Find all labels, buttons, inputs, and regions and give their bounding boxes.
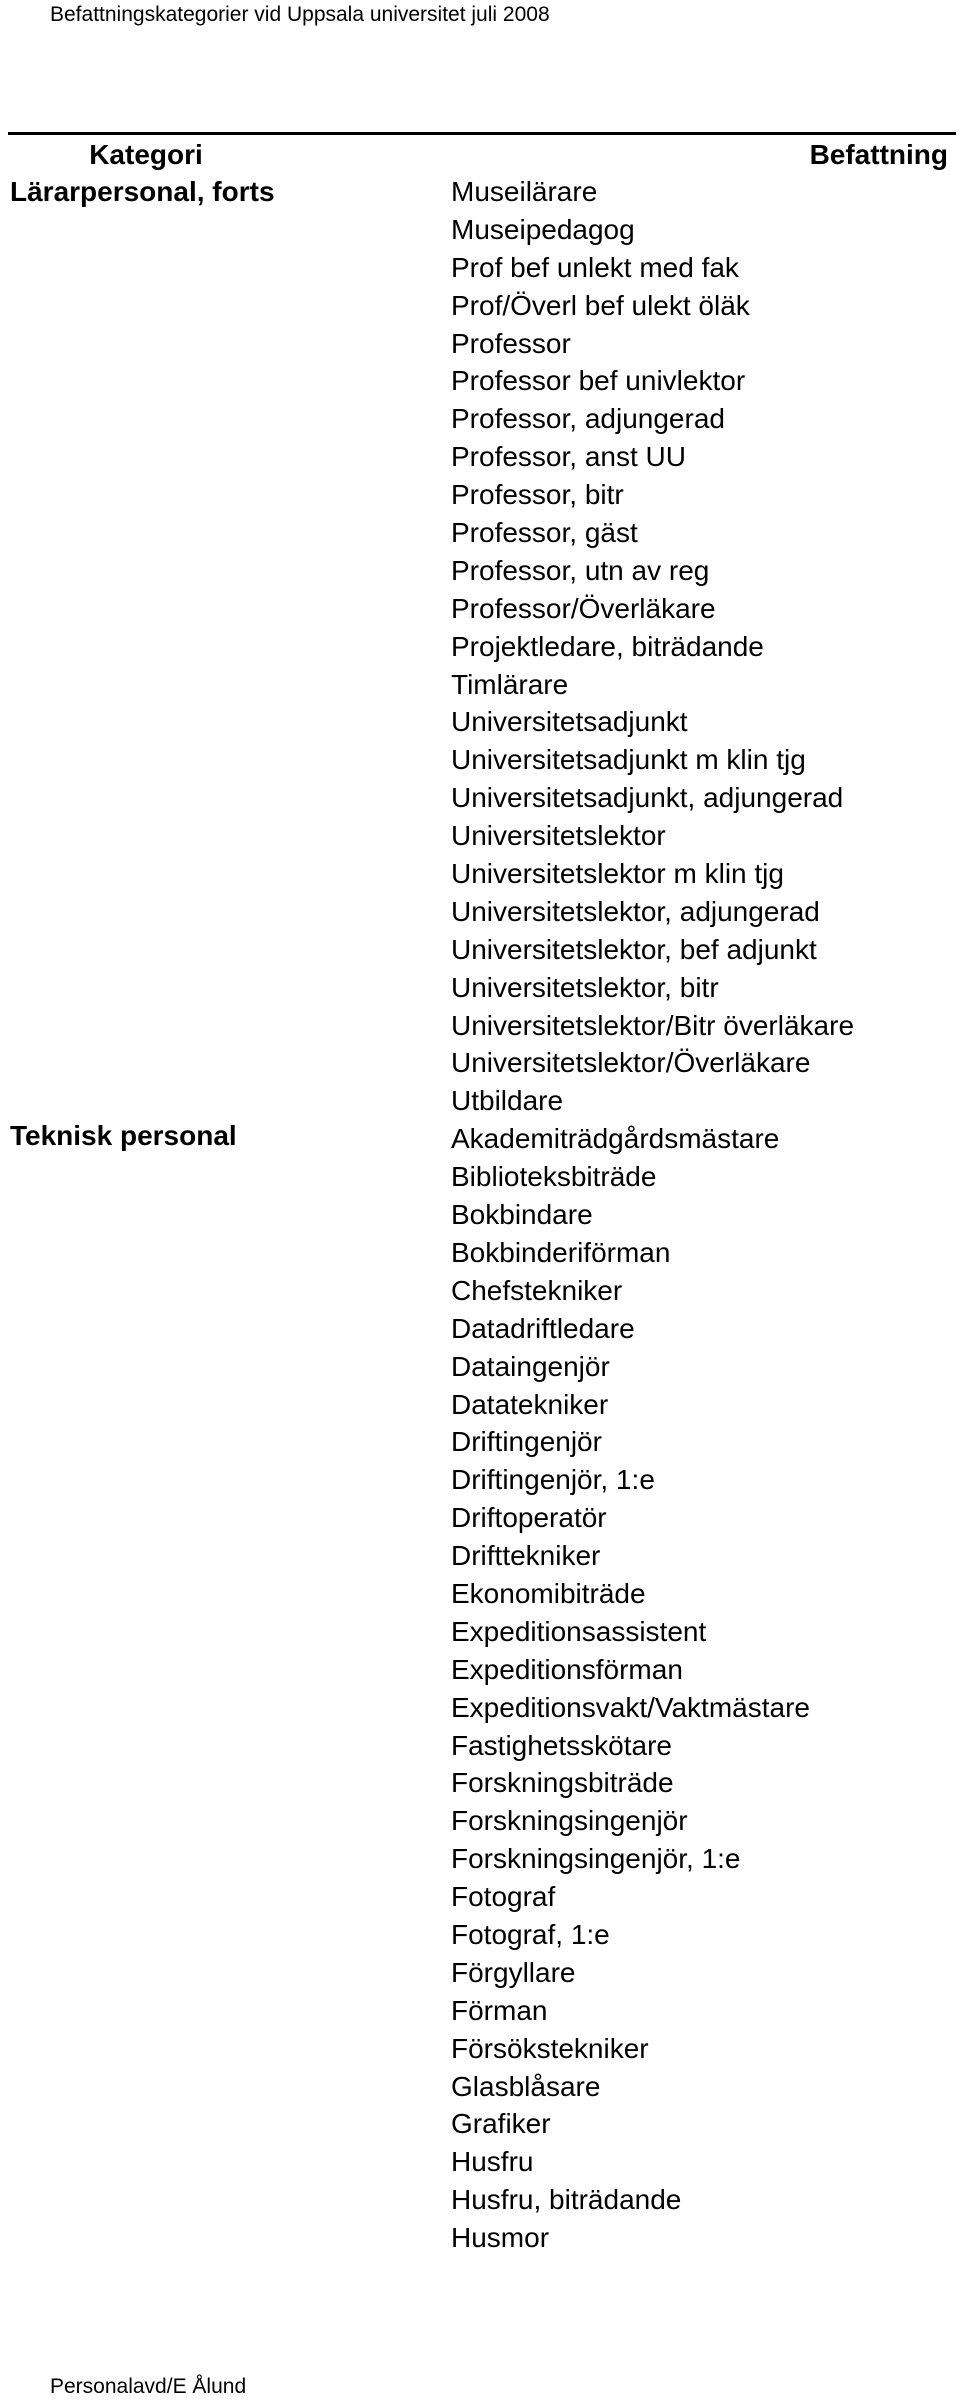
- befattning-item: Husfru, biträdande: [451, 2184, 682, 2216]
- befattning-item: Glasblåsare: [451, 2070, 601, 2102]
- befattning-item: Förman: [451, 1994, 548, 2026]
- befattning-item: Professor, bitr: [451, 479, 624, 511]
- befattning-item: Ekonomibiträde: [451, 1577, 646, 1609]
- befattning-item: Projektledare, biträdande: [451, 630, 764, 662]
- table-top-rule: [8, 132, 956, 135]
- befattning-item: Forskningsingenjör, 1:e: [451, 1843, 741, 1875]
- befattning-item: Husmor: [451, 2222, 550, 2254]
- befattning-item: Universitetslektor m klin tjg: [451, 858, 784, 890]
- befattning-item: Driftingenjör, 1:e: [451, 1464, 655, 1496]
- befattning-item: Universitetslektor/Överläkare: [451, 1047, 811, 1079]
- befattning-item: Dataingenjör: [451, 1350, 610, 1382]
- befattning-item: Driftoperatör: [451, 1502, 607, 1534]
- befattning-item: Universitetsadjunkt: [451, 706, 688, 738]
- befattning-item: Prof bef unlekt med fak: [451, 251, 739, 283]
- befattning-item: Professor: [451, 327, 571, 359]
- befattning-item: Fotograf: [451, 1881, 556, 1913]
- befattning-item: Chefstekniker: [451, 1274, 623, 1306]
- befattning-item: Datadriftledare: [451, 1312, 635, 1344]
- befattning-item: Husfru: [451, 2146, 534, 2178]
- befattning-item: Utbildare: [451, 1085, 564, 1117]
- befattning-item: Universitetslektor: [451, 820, 666, 852]
- befattning-item: Grafiker: [451, 2108, 551, 2140]
- befattning-item: Forskningsingenjör: [451, 1805, 688, 1837]
- befattning-item: Forskningsbiträde: [451, 1767, 674, 1799]
- befattning-item: Professor bef univlektor: [451, 365, 746, 397]
- category-larare: Lärarpersonal, forts: [10, 176, 275, 207]
- befattning-item: Förgyllare: [451, 1956, 576, 1988]
- befattning-item: Bokbinderiförman: [451, 1236, 671, 1268]
- befattning-item: Universitetslektor, adjungerad: [451, 895, 820, 927]
- befattning-item: Professor, utn av reg: [451, 554, 710, 586]
- befattning-item: Museipedagog: [451, 213, 635, 245]
- befattning-item: Biblioteksbiträde: [451, 1161, 657, 1193]
- befattning-item: Försökstekniker: [451, 2032, 649, 2064]
- befattning-item: Akademiträdgårdsmästare: [451, 1123, 780, 1155]
- befattning-item: Universitetslektor, bef adjunkt: [451, 933, 817, 965]
- page-header-title: Befattningskategorier vid Uppsala universitet juli 2008: [50, 3, 550, 26]
- befattning-item: Expeditionsförman: [451, 1653, 683, 1685]
- befattning-item: Universitetslektor, bitr: [451, 971, 719, 1003]
- befattning-item: Expeditionsvakt/Vaktmästare: [451, 1691, 810, 1723]
- category-teknisk: Teknisk personal: [10, 1120, 237, 1151]
- befattning-item: Fastighetsskötare: [451, 1729, 672, 1761]
- befattning-list: [451, 173, 854, 2257]
- befattning-item: Universitetsadjunkt m klin tjg: [451, 744, 806, 776]
- befattning-item: Fotograf, 1:e: [451, 1918, 610, 1950]
- befattning-item: Professor, gäst: [451, 517, 638, 549]
- befattning-item: Museilärare: [451, 176, 598, 207]
- befattning-item: Datatekniker: [451, 1388, 609, 1420]
- column-header-befattning: Befattning: [809, 139, 948, 170]
- befattning-item: Driftingenjör: [451, 1426, 602, 1458]
- befattning-item: Professor, adjungerad: [451, 403, 725, 435]
- befattning-item: Universitetsadjunkt, adjungerad: [451, 782, 844, 814]
- befattning-item: Professor, anst UU: [451, 441, 686, 473]
- befattning-item: Prof/Överl bef ulekt öläk: [451, 289, 750, 321]
- befattning-item: Timlärare: [451, 668, 569, 700]
- befattning-item: Expeditionsassistent: [451, 1615, 707, 1647]
- befattning-item: Bokbindare: [451, 1199, 593, 1231]
- column-header-kategori: Kategori: [89, 139, 203, 170]
- page-footer: Personalavd/E Ålund: [50, 2375, 247, 2398]
- befattning-item: Universitetslektor/Bitr överläkare: [451, 1009, 855, 1041]
- befattning-item: Drifttekniker: [451, 1540, 601, 1572]
- befattning-item: Professor/Överläkare: [451, 592, 716, 624]
